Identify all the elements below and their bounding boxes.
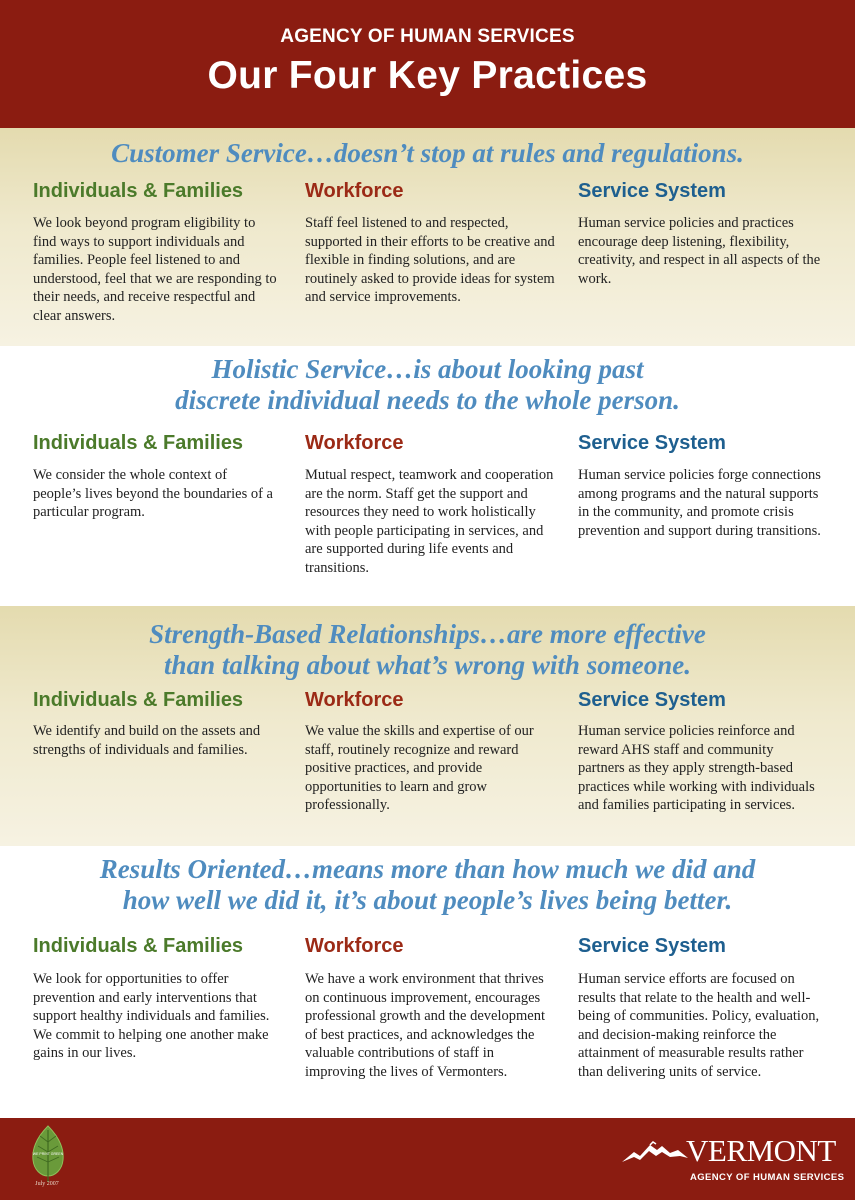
individuals-text: We identify and build on the assets and strengths of individuals and families. xyxy=(33,723,261,758)
section-heading-line: than talking about what’s wrong with someone. xyxy=(164,650,691,680)
leaf-label: WE PRINT GREEN xyxy=(32,1152,64,1156)
section-heading xyxy=(0,138,855,169)
section-results-oriented xyxy=(0,846,855,1118)
column-title-individuals: Individuals & Families xyxy=(33,432,244,454)
individuals-text: We consider the whole context of people’s lives beyond the boundaries of a particular program. xyxy=(33,467,273,521)
column-title-service-system: Service System xyxy=(578,689,726,711)
service-system-text: Human service policies forge connections among programs and the natural supports in the community, and promote crisis prevention and support during transitions. xyxy=(578,467,821,539)
column-title-individuals: Individuals & Families xyxy=(33,935,244,957)
section-heading xyxy=(0,354,855,416)
column-title-service-system: Service System xyxy=(578,432,726,454)
individuals-text: We look for opportunities to offer prevention and early interventions that support healthy individuals and families. We commit to helping one another make gains in our lives. xyxy=(33,971,270,1062)
logo-wordmark: VERMONT xyxy=(686,1133,836,1168)
individuals-text: We look beyond program eligibility to find ways to support individuals and families. People feel listened to and understood, feel that we are responding to their needs, and receive respectful and clear answers. xyxy=(33,215,277,324)
column-title-individuals: Individuals & Families xyxy=(33,689,244,711)
section-heading-line: Customer Service…doesn’t stop at rules and regulations. xyxy=(111,138,744,168)
column-title-workforce: Workforce xyxy=(305,689,404,711)
vermont-logo xyxy=(620,1132,845,1192)
column-title-service-system: Service System xyxy=(578,935,726,957)
service-system-text: Human service policies and practices encourage deep listening, flexibility, creativity, and respect in all aspects of the work. xyxy=(578,215,821,287)
service-system-text: Human service efforts are focused on results that relate to the health and well-being of communities. Policy, evaluation, and decision-making reinforce the attainment of measurable results rather than delivering units of service. xyxy=(578,971,820,1080)
logo-subtitle: AGENCY OF HUMAN SERVICES xyxy=(690,1172,845,1183)
section-holistic-service xyxy=(0,346,855,606)
column-title-individuals: Individuals & Families xyxy=(33,180,244,202)
workforce-text: We value the skills and expertise of our staff, routinely recognize and reward positive practices, and provide opportunities to learn and grow professionally. xyxy=(305,723,534,814)
section-heading-line: discrete individual needs to the whole person. xyxy=(175,385,680,415)
page-title: Our Four Key Practices xyxy=(207,54,648,97)
workforce-text: Mutual respect, teamwork and cooperation are the norm. Staff get the support and resources they need to work holistically with people participating in services, and are supported during life events and transitions. xyxy=(305,467,554,576)
section-heading xyxy=(0,854,855,916)
column-title-workforce: Workforce xyxy=(305,180,404,202)
print-date: July 2007 xyxy=(35,1181,59,1187)
column-title-workforce: Workforce xyxy=(305,935,404,957)
footer-banner xyxy=(0,1118,855,1200)
section-strength-based xyxy=(0,606,855,846)
section-heading-line: how well we did it, it’s about people’s lives being better. xyxy=(122,885,733,915)
agency-name: AGENCY OF HUMAN SERVICES xyxy=(280,26,575,47)
column-title-service-system: Service System xyxy=(578,180,726,202)
service-system-text: Human service policies reinforce and reward AHS staff and community partners as they apply strength-based practices while working with individuals and families participating in services. xyxy=(578,723,815,814)
column-title-workforce: Workforce xyxy=(305,432,404,454)
section-heading-line: Strength-Based Relationships…are more effective xyxy=(149,619,706,649)
header-banner xyxy=(0,0,855,128)
workforce-text: Staff feel listened to and respected, supported in their efforts to be creative and flexible in finding solutions, and are routinely asked to provide ideas for system and service improvements. xyxy=(305,215,555,306)
workforce-text: We have a work environment that thrives on continuous improvement, encourages professional growth and the development of best practices, and acknowledges the valuable contributions of staff in improving the lives of Vermonters. xyxy=(305,971,545,1080)
mountain-icon xyxy=(620,1136,690,1166)
section-heading-line: Holistic Service…is about looking past xyxy=(211,354,644,384)
section-heading-line: Results Oriented…means more than how much we did and xyxy=(99,854,756,884)
section-customer-service xyxy=(0,128,855,346)
section-heading xyxy=(0,619,855,681)
